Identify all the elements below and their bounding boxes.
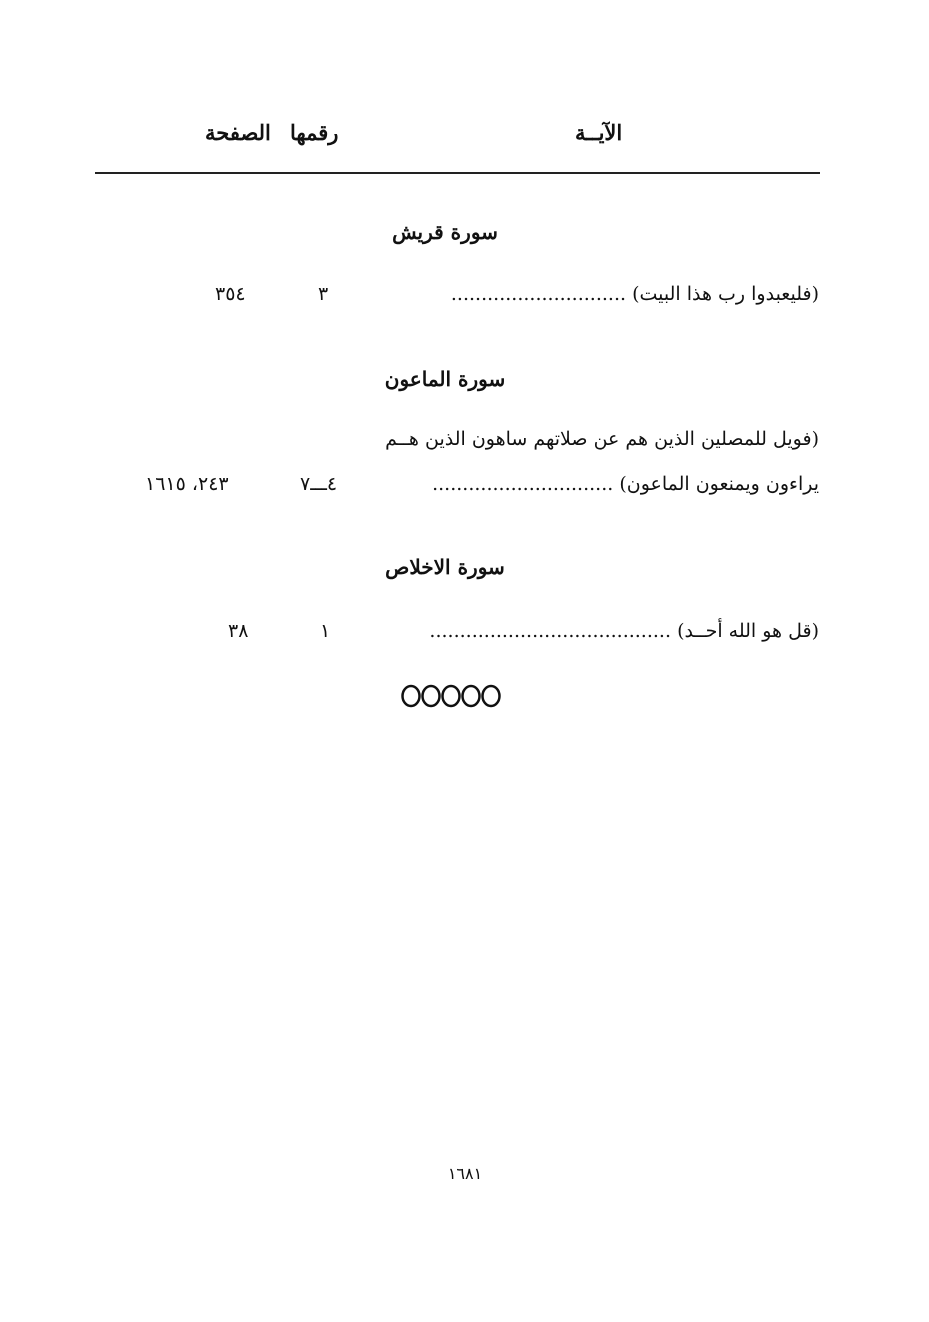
verse-text: يراءون ويمنعون الماعون) bbox=[619, 473, 819, 495]
header-rule bbox=[95, 172, 820, 174]
page-reference: ٢٤٣، ١٦١٥ bbox=[145, 473, 229, 495]
surah-title-quraysh: سورة قريش bbox=[392, 220, 498, 244]
surah-title-ikhlas: سورة الاخلاص bbox=[385, 555, 505, 579]
page-number: ١٦٨١ bbox=[447, 1164, 483, 1183]
verse-entry bbox=[451, 283, 819, 305]
leader-dots: .............................. bbox=[432, 473, 614, 495]
verse-entry bbox=[429, 620, 819, 642]
verse-number: ١ bbox=[320, 620, 331, 642]
header-number-column: رقمها bbox=[290, 120, 339, 145]
end-ornament bbox=[401, 684, 501, 708]
verse-number: ٤ـــ٧ bbox=[300, 473, 338, 495]
page-reference: ٣٨ bbox=[228, 620, 249, 642]
verse-number: ٣ bbox=[318, 283, 329, 305]
leader-dots: ........................................ bbox=[429, 620, 672, 642]
verse-text: (قل هو الله أحــد) bbox=[677, 620, 819, 642]
leader-dots: ............................. bbox=[450, 283, 627, 305]
surah-title-maun: سورة الماعون bbox=[384, 367, 506, 391]
page-reference: ٣٥٤ bbox=[215, 283, 246, 305]
header-page-column: الصفحة bbox=[205, 120, 271, 145]
verse-line-1: (فويل للمصلين الذين هم عن صلاتهم ساهون الذين هــم bbox=[385, 428, 819, 450]
verse-entry bbox=[432, 473, 819, 495]
header-verse-column: الآيــة bbox=[575, 120, 623, 145]
verse-text: (فليعبدوا رب هذا البيت) bbox=[632, 283, 819, 305]
